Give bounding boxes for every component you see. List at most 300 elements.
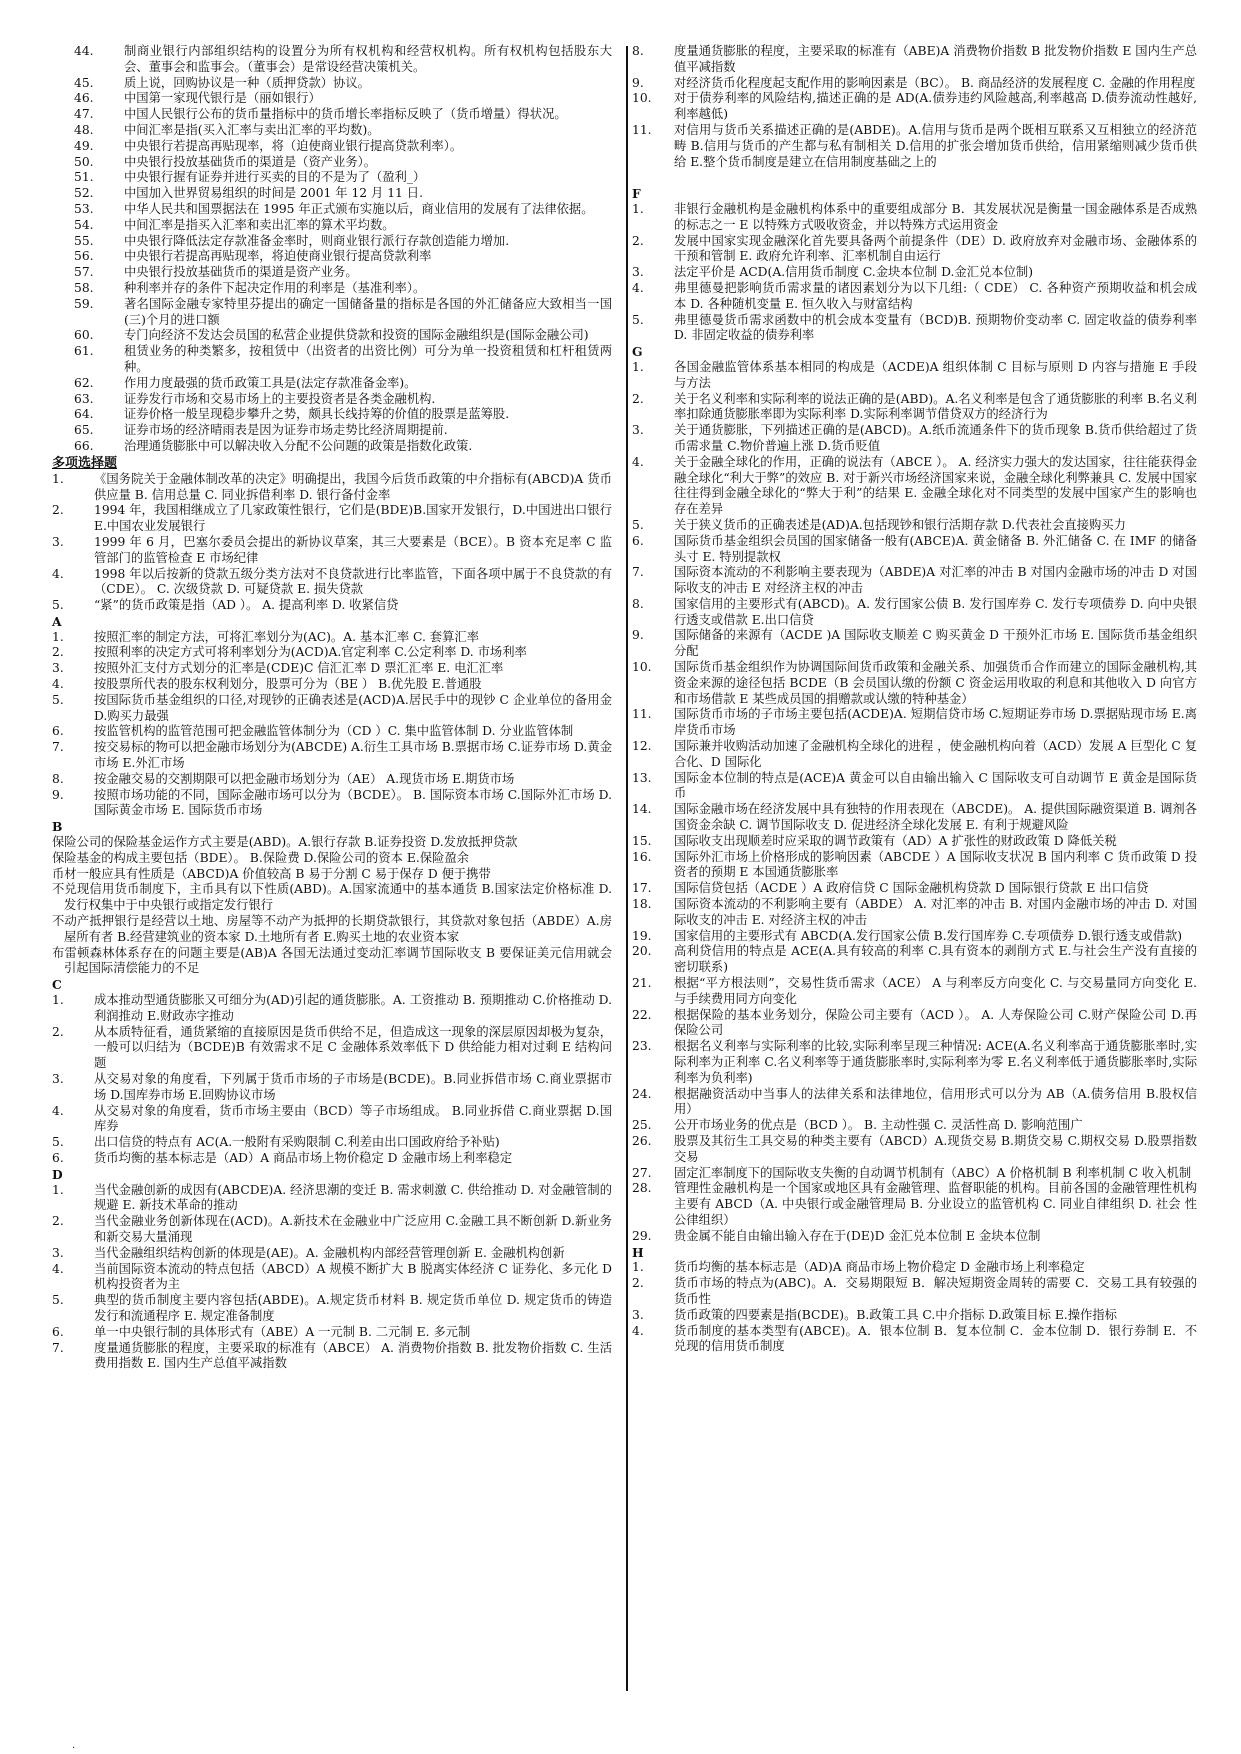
item-number: 9.	[52, 787, 64, 802]
item-number: 6.	[52, 1324, 64, 1339]
item-text: 货币制度的基本类型有(ABCE)。A．银本位制 B．复本位制 C．金本位制 D．银行券制 E．不兑现的信用货币制度	[674, 1323, 1197, 1354]
item-number: 1.	[52, 471, 64, 486]
question-item	[52, 76, 612, 92]
item-number: 22.	[632, 1007, 652, 1022]
item-number: 26.	[632, 1133, 652, 1148]
item-text: 布雷顿森林体系存在的问题主要是(AB)A 各国无法通过变动汇率调节国际收支 B 要保证美元信用就会引起国际清偿能力的不足	[52, 945, 612, 976]
question-item	[52, 740, 612, 772]
question-item	[632, 1008, 1197, 1040]
question-item	[632, 534, 1197, 566]
item-number: 16.	[632, 849, 652, 864]
question-item	[52, 503, 612, 535]
item-text: 当代金融创新的成因有(ABCDE)A. 经济思潮的变迁 B. 需求刺激 C. 供给推动 D. 对金融管制的规避 E. 新技术革命的推动	[94, 1182, 612, 1213]
column-divider	[626, 46, 628, 1691]
question-item	[52, 249, 612, 265]
question-item	[632, 881, 1197, 897]
item-text: 当代金融业务创新体现在(ACD)。A.新技术在金融业中广泛应用 C.金融工具不断创新 D.新业务和新交易大量涌现	[94, 1214, 612, 1244]
item-number: 2.	[52, 1024, 64, 1039]
item-text: 按股票所代表的股东权利划分，股票可分为（BE ） B.优先股 E.普通股	[94, 677, 482, 692]
question-item	[52, 123, 612, 139]
question-item	[632, 1324, 1197, 1356]
item-text: 保险基金的构成主要包括（BDE）。 B.保险费 D.保险公司的资本 E.保险盈余	[52, 850, 469, 865]
item-number: 53.	[74, 201, 94, 216]
item-number: 65.	[74, 423, 94, 438]
item-text: 发展中国家实现金融深化首先要具备两个前提条件（DE）D. 政府放弃对金融市场、金融体系的干预和管制 E. 政府允许利率、汇率机制自由运行	[674, 233, 1197, 264]
item-text: 按交易标的物可以把金融市场划分为(ABCDE) A.衍生工具市场 B.票据市场 C.证券市场 D.黄金市场 E.外汇市场	[94, 740, 612, 771]
item-number: 59.	[74, 296, 94, 311]
item-number: 1.	[52, 1182, 64, 1197]
question-item	[632, 455, 1197, 518]
question-item	[632, 929, 1197, 945]
item-number: 12.	[632, 739, 652, 754]
question-item	[52, 1183, 612, 1215]
item-text: 作用力度最强的货币政策工具是(法定存款准备金率)。	[124, 375, 417, 390]
item-number: 7.	[52, 740, 64, 755]
question-item	[632, 1039, 1197, 1086]
question-item	[52, 392, 612, 408]
question-item	[632, 44, 1197, 76]
item-text: 货币政策的四要素是指(BCDE)。B.政策工具 C.中介指标 D.政策目标 E.操作指标	[674, 1307, 1117, 1322]
question-item	[52, 328, 612, 344]
question-item	[52, 281, 612, 297]
item-number: 2.	[52, 645, 64, 660]
question-item	[632, 707, 1197, 739]
item-text: 当前国际资本流动的特点包括（ABCD）A 规模不断扩大 B 脱离实体经济 C 证券化、多元化 D 机构投资者为主	[94, 1261, 612, 1292]
item-number: 7.	[52, 1340, 64, 1355]
item-number: 63.	[74, 391, 94, 406]
question-item	[632, 1260, 1197, 1276]
item-number: 4.	[632, 1323, 644, 1338]
section-title: 多项选择题	[52, 455, 118, 471]
item-number: 27.	[632, 1165, 652, 1180]
item-number: 4.	[632, 280, 644, 295]
item-text: 从交易对象的角度看，货币市场主要由（BCD）等子市场组成。 B.同业拆借 C.商业票据 D.国库券	[94, 1103, 612, 1134]
question-item	[632, 1134, 1197, 1166]
item-number: 46.	[74, 91, 94, 106]
question-item	[52, 186, 612, 202]
item-number: 3.	[52, 1245, 64, 1260]
item-number: 48.	[74, 122, 94, 137]
question-item	[52, 376, 612, 392]
item-text: 根据融资活动中当事人的法律关系和法律地位，信用形式可以分为 AB（A.债务信用 B.股权信用）	[674, 1086, 1197, 1117]
question-item	[52, 44, 612, 76]
item-number: 23.	[632, 1039, 652, 1054]
item-text: 典型的货币制度主要内容包括(ABDE)。A.规定货币材料 B. 规定货币单位 D. 规定货币的铸造发行和流通程序 E. 规定准备制度	[94, 1293, 612, 1323]
question-item	[52, 772, 612, 788]
item-text: 国际兼并收购活动加速了金融机构全球化的进程 ，使金融机构向着（ACD）发展 A 巨型化 C 复合化、D 国际化	[674, 739, 1197, 769]
item-number: 2.	[632, 233, 644, 248]
item-text: 中央银行若提高再贴现率，将迫使商业银行提高贷款利率	[124, 249, 432, 264]
item-text: 《国务院关于金融体制改革的决定》明确提出，我国今后货币政策的中介指标有(ABCD)A 货币供应量 B. 信用总量 C. 同业拆借利率 D. 银行备付金率	[94, 471, 612, 502]
question-item	[52, 423, 612, 439]
item-number: 66.	[74, 438, 94, 453]
item-text: 币材一般应具有性质是（ABCD)A 价值较高 B 易于分割 C 易于保存 D 便于携带	[52, 866, 491, 881]
question-item	[632, 123, 1197, 170]
question-item	[52, 1246, 612, 1262]
item-text: 1998 年以后按新的贷款五级分类方法对不良贷款进行比率监管，下面各项中属于不良贷款的有（CDE）。 C. 次级贷款 D. 可疑贷款 E. 损失贷款	[94, 566, 612, 597]
question-item	[632, 944, 1197, 976]
question-item	[52, 297, 612, 329]
question-item	[52, 202, 612, 218]
item-number: 3.	[632, 1307, 644, 1322]
item-text: 国际金融市场在经济发展中具有独特的作用表现在（ABCDE)。 A. 提供国际融资渠道 B. 调剂各国资金余缺 C. 调节国际收支 D. 促进经济全球化发展 E. 有利于规避风险	[674, 802, 1197, 833]
item-text: 保险公司的保险基金运作方式主要是(ABD)。A.银行存款 B.证券投资 D.发放抵押贷款	[52, 835, 518, 850]
item-text: 国际外汇市场上价格形成的影响因素（ABCDE ）A 国际收支状况 B 国内利率 C 货币政策 D 投资者的预期 E 本国通货膨胀率	[674, 849, 1197, 880]
item-text: 国际资本流动的不利影响主要有（ABDE） A. 对汇率的冲击 B. 对国内金融市场的冲击 D. 对国际收支的冲击 E. 对经济主权的冲击	[674, 897, 1197, 927]
item-number: 6.	[52, 724, 64, 739]
question-item	[632, 265, 1197, 281]
item-number: 4.	[52, 566, 64, 581]
letter-heading: B	[52, 819, 63, 835]
question-item	[52, 139, 612, 155]
item-number: 10.	[632, 660, 652, 675]
item-number: 44.	[74, 44, 94, 58]
item-text: 著名国际金融专家特里芬提出的确定一国储备量的指标是各国的外汇储备应大致相当一国(三)个月的进口额	[124, 296, 612, 327]
item-number: 64.	[74, 407, 94, 422]
question-item	[52, 567, 612, 599]
question-item	[632, 234, 1197, 266]
question-item	[52, 1135, 612, 1151]
item-text: 股票及其衍生工具交易的种类主要有（ABCD）A.现货交易 B.期货交易 C.期权交易 D.股票指数交易	[674, 1133, 1197, 1164]
item-number: 8.	[632, 44, 644, 58]
item-text: 度量通货膨胀的程度，主要采取的标准有（ABCE） A. 消费物价指数 B. 批发物价指数 C. 生活费用指数 E. 国内生产总值平减指数	[94, 1340, 612, 1371]
item-number: 3.	[52, 1072, 64, 1086]
item-number: 5.	[52, 1293, 64, 1308]
question-item	[52, 1341, 612, 1373]
item-text: 中央银行降低法定存款准备金率时，则商业银行派行存款创造能力增加.	[124, 233, 510, 248]
item-text: 证券价格一般呈现稳步攀升之势，颇具长线持筹的价值的股票是蓝筹股.	[124, 407, 510, 422]
question-item	[52, 1293, 612, 1325]
item-text: 管理性金融机构是一个国家或地区具有金融管理、监督职能的机构。目前各国的金融管理性机构主要有 ABCD（A. 中央银行或金融管理局 B. 分业设立的监管机构 C. 同业自律组织 D. 社会 性公律组织）	[674, 1181, 1197, 1227]
item-text: 制商业银行内部组织结构的设置分为所有权机构和经营权机构。所有权机构包括股东大会、董事会和监事会。（董事会）是常设经营决策机关。	[124, 44, 612, 74]
question-item	[52, 645, 612, 661]
item-text: 从交易对象的角度看，下列属于货币市场的子市场是(BCDE)。B.同业拆借市场 C.商业票据市场 D.国库券市场 E.回购协议市场	[94, 1072, 612, 1102]
item-number: 3.	[52, 661, 64, 676]
item-number: 4.	[52, 1103, 64, 1118]
item-number: 14.	[632, 802, 652, 817]
item-number: 11.	[632, 122, 652, 137]
item-text: 不动产抵押银行是经营以土地、房屋等不动产为抵押的长期贷款银行，其贷款对象包括（ABDE）A.房屋所有者 B.经营建筑业的资本家 D.土地所有者 E.购买土地的农业资本家	[52, 914, 612, 944]
question-item	[52, 1072, 612, 1104]
item-text: 关于狭义货币的正确表述是(AD)A.包括现钞和银行活期存款 D.代表社会直接购买力	[674, 517, 1126, 532]
item-text: 1994 年，我国相继成立了几家政策性银行，它们是(BDE)B.国家开发银行，D.中国进出口银行 E.中国农业发展银行	[94, 503, 612, 534]
item-number: 1.	[632, 201, 644, 216]
item-number: 20.	[632, 944, 652, 959]
item-number: 4.	[52, 1261, 64, 1276]
item-text: 国际信贷包括（ACDE ）A 政府信贷 C 国际金融机构贷款 D 国际银行贷款 E 出口信贷	[674, 881, 1149, 896]
item-text: 按金融交易的交割期限可以把金融市场划分为（AE） A.现货市场 E.期货市场	[94, 771, 515, 786]
question-item	[632, 1166, 1197, 1182]
item-text: 单一中央银行制的具体形式有（ABE）A 一元制 B. 二元制 E. 多元制	[94, 1324, 471, 1339]
question-item	[52, 107, 612, 123]
letter-heading: H	[632, 1244, 644, 1260]
item-number: 61.	[74, 344, 94, 359]
item-number: 17.	[632, 881, 652, 896]
item-text: 从本质特征看，通货紧缩的直接原因是货币供给不足，但造成这一现象的深层原因却极为复杂，一般可以归结为（BCDE)B 有效需求不足 C 金融体系效率低下 D 供给能力相对过剩 E 结构问题	[94, 1024, 612, 1071]
item-text: 不兑现信用货币制度下，主币具有以下性质(ABD)。A.国家流通中的基本通货 B.国家法定价格标准 D.发行权集中于中央银行或指定发行银行	[52, 882, 612, 913]
item-text: 国际货币市场的子市场主要包括(ACDE)A. 短期信贷市场 C.短期证券市场 D.票据贴现市场 E.离岸货币市场	[674, 707, 1197, 738]
item-text: 关于金融全球化的作用，正确的说法有（ABCE ）。 A. 经济实力强大的发达国家，往往能获得金融全球化“利大于弊”的效应 B. 对于新兴市场经济国家来说，金融全球化利弊兼具 C. 发展中国家往往得到金融全球化的“弊大于利”的结果 E. 金融全球化对不同类型的发展中国家产生的影响也存在差异	[674, 454, 1197, 517]
item-text: 货币市场的特点为(ABC)。A．交易期限短 B．解决短期资金周转的需要 C．交易工具有较强的货币性	[674, 1276, 1197, 1306]
question-item	[52, 788, 612, 820]
item-text: 种利率并存的条件下起决定作用的利率是（基准利率）。	[124, 280, 426, 295]
item-text: 货币均衡的基本标志是（AD）A 商品市场上物价稳定 D 金融市场上利率稳定	[94, 1150, 513, 1165]
left-column	[52, 44, 612, 1372]
item-number: 10.	[632, 91, 652, 106]
question-item	[632, 202, 1197, 234]
item-number: 5.	[632, 312, 644, 327]
question-item	[52, 234, 612, 250]
question-item	[632, 739, 1197, 771]
item-number: 9.	[632, 628, 644, 643]
item-text: 租赁业务的种类繁多，按租赁中（出资者的出资比例）可分为单一投资租赁和杠杆租赁两种。	[124, 344, 612, 374]
question-item	[52, 661, 612, 677]
item-text: 中间汇率是指买入汇率和卖出汇率的算术平均数。	[124, 217, 395, 232]
blank-line	[632, 170, 1197, 186]
item-text: 法定平价是 ACD(A.信用货币制度 C.金块本位制 D.金汇兑本位制)	[674, 265, 1033, 280]
question-item	[632, 91, 1197, 123]
item-number: 52.	[74, 186, 94, 201]
item-text: “紧”的货币政策是指（AD ）。 A. 提高利率 D. 收紧信贷	[94, 598, 399, 613]
question-item	[632, 834, 1197, 850]
item-text: 国家信用的主要形式有(ABCD)。A. 发行国家公债 B. 发行国库券 C. 发行专项债券 D. 向中央银行透支或借款 E.出口信贷	[674, 596, 1197, 627]
question-item	[632, 1229, 1197, 1245]
item-text: 贵金属不能自由输出输入存在于(DE)D 金汇兑本位制 E 金块本位制	[674, 1228, 1041, 1243]
item-number: 5.	[632, 517, 644, 532]
item-number: 6.	[632, 533, 644, 548]
question-item	[632, 565, 1197, 597]
item-number: 47.	[74, 107, 94, 122]
item-text: 中央银行握有证券并进行买卖的目的不是为了（盈利_）	[124, 170, 426, 185]
item-text: 对信用与货币关系描述正确的是(ABDE)。A.信用与货币是两个既相互联系又互相独立的经济范畴 B.信用与货币的产生都与私有制相关 D.信用的扩张会增加货币供给，信用紧缩则减少货币供给 E.整个货币制度是建立在信用制度基础之上的	[674, 122, 1197, 169]
item-text: 中国加入世界贸易组织的时间是 2001 年 12 月 11 日.	[124, 186, 423, 201]
item-text: 国际资本流动的不利影响主要表现为（ABDE)A 对汇率的冲击 B 对国内金融市场的冲击 D 对国际收支的冲击 E 对经济主权的冲击	[674, 565, 1197, 596]
item-text: 中央银行投放基础货币的渠道是资产业务。	[124, 265, 358, 280]
question-item	[52, 407, 612, 423]
item-number: 51.	[74, 170, 94, 185]
question-item	[632, 518, 1197, 534]
question-item	[632, 423, 1197, 455]
question-item	[632, 281, 1197, 313]
item-text: 国家信用的主要形式有 ABCD(A.发行国家公债 B.发行国库券 C.专项债券 D.银行透支或借款)	[674, 928, 1183, 943]
question-item	[52, 677, 612, 693]
item-text: 证券市场的经济晴雨表是因为证券市场走势比经济周期提前.	[124, 423, 448, 438]
item-number: 2.	[52, 503, 64, 518]
question-item	[632, 660, 1197, 707]
item-number: 24.	[632, 1086, 652, 1101]
item-text: 当代金融组织结构创新的体现是(AE)。A. 金融机构内部经营管理创新 E. 金融机构创新	[94, 1245, 565, 1260]
item-number: 13.	[632, 770, 652, 785]
question-item	[52, 724, 612, 740]
item-number: 25.	[632, 1118, 652, 1133]
letter-heading: F	[632, 186, 641, 202]
item-text: 各国金融监管体系基本相同的构成是（ACDE)A 组织体制 C 目标与原则 D 内容与措施 E 手段与方法	[674, 359, 1197, 390]
question-item	[52, 265, 612, 281]
question-item	[632, 628, 1197, 660]
item-number: 19.	[632, 928, 652, 943]
item-text: 国际货币基金组织会员国的国家储备一般有(ABCE)A. 黄金储备 B. 外汇储备 C. 在 IMF 的储备头寸 E. 特别提款权	[674, 533, 1197, 564]
question-item	[632, 897, 1197, 929]
item-text: 按照利率的决定方式可将利率划分为(ACD)A.官定利率 C.公定利率 D. 市场利率	[94, 645, 527, 660]
item-number: 1.	[632, 1260, 644, 1275]
item-text: 中华人民共和国票据法在 1995 年正式颁布实施以后，商业信用的发展有了法律依据。	[124, 201, 594, 216]
item-text: 公开市场业务的优点是（BCD ）。 B. 主动性强 C. 灵活性高 D. 影响范围广	[674, 1118, 1083, 1133]
item-number: 5.	[52, 598, 64, 613]
item-number: 21.	[632, 976, 652, 991]
item-text: 货币均衡的基本标志是（AD)A 商品市场上物价稳定 D 金融市场上利率稳定	[674, 1260, 1085, 1275]
question-item	[52, 946, 612, 978]
item-text: 国际收支出现顺差时应采取的调节政策有（AD）A 扩张性的财政政策 D 降低关税	[674, 833, 1117, 848]
question-item	[52, 1214, 612, 1246]
item-text: 弗里德曼把影响货币需求量的诸因素划分为以下几组:（ CDE） C. 各种资产预期收益和机会成本 D. 各种随机变量 E. 恒久收入与财富结构	[674, 280, 1197, 311]
item-text: 国际金本位制的特点是(ACE)A 黄金可以自由输出输入 C 国际收支可自动调节 E 黄金是国际货币	[674, 770, 1197, 801]
item-number: 29.	[632, 1228, 652, 1243]
item-number: 6.	[52, 1150, 64, 1165]
question-item	[52, 91, 612, 107]
item-number: 4.	[632, 454, 644, 469]
question-item	[632, 1118, 1197, 1134]
item-number: 18.	[632, 897, 652, 912]
item-number: 56.	[74, 249, 94, 264]
question-item	[52, 344, 612, 376]
item-number: 2.	[632, 1276, 644, 1291]
question-item	[52, 851, 612, 867]
question-item	[52, 914, 612, 946]
question-item	[632, 313, 1197, 345]
item-text: 按照市场功能的不同，国际金融市场可以分为（BCDE）。 B. 国际资本市场 C.国际外汇市场 D. 国际黄金市场 E. 国际货币市场	[94, 787, 612, 818]
question-item	[632, 1276, 1197, 1308]
item-number: 1.	[52, 993, 64, 1008]
item-text: 按照汇率的制定方法，可将汇率划分为(AC)。A. 基本汇率 C. 套算汇率	[94, 629, 479, 644]
question-item	[52, 867, 612, 883]
item-number: 50.	[74, 154, 94, 169]
question-item	[52, 693, 612, 725]
question-item	[52, 218, 612, 234]
question-item	[52, 472, 612, 504]
item-text: 中央银行投放基础货币的渠道是（资产业务）。	[124, 154, 377, 169]
question-item	[52, 1325, 612, 1341]
question-item	[632, 360, 1197, 392]
item-number: 9.	[632, 75, 644, 90]
question-item	[52, 598, 612, 614]
item-number: 7.	[632, 565, 644, 580]
question-item	[52, 439, 612, 455]
question-item	[52, 1262, 612, 1294]
item-text: 根据保险的基本业务划分，保险公司主要有（ACD ）。 A. 人寿保险公司 C.财产保险公司 D.再保险公司	[674, 1007, 1197, 1038]
item-number: 62.	[74, 375, 94, 390]
question-item	[632, 76, 1197, 92]
item-text: 成本推动型通货膨胀又可细分为(AD)引起的通货膨胀。A. 工资推动 B. 预期推动 C.价格推动 D. 利润推动 E.财政赤字推动	[94, 993, 612, 1023]
item-number: 1.	[52, 629, 64, 644]
item-number: 5.	[52, 692, 64, 707]
item-number: 58.	[74, 280, 94, 295]
item-number: 60.	[74, 328, 94, 343]
question-item	[52, 1104, 612, 1136]
item-text: 对经济货币化程度起支配作用的影响因素是（BC）。 B. 商品经济的发展程度 C. 金融的作用程度	[674, 75, 1196, 90]
item-number: 54.	[74, 217, 94, 232]
item-number: 11.	[632, 707, 652, 722]
right-column	[632, 44, 1197, 1355]
question-item	[632, 1308, 1197, 1324]
question-item	[632, 392, 1197, 424]
item-text: 中央银行若提高再贴现率，将（迫使商业银行提高贷款利率）。	[124, 138, 463, 153]
footer-mark: .	[72, 1740, 76, 1751]
item-text: 治理通货膨胀中可以解决收入分配不公问题的政策是指数化政策.	[124, 438, 473, 453]
item-text: 1999 年 6 月，巴塞尔委员会提出的新协议草案，其三大要素是（BCE）。B 资本充足率 C 监管部门的监管检查 E 市场纪律	[94, 534, 612, 565]
question-item	[52, 170, 612, 186]
item-text: 按照外汇支付方式划分的汇率是(CDE)C 信汇汇率 D 票汇汇率 E. 电汇汇率	[94, 661, 504, 676]
item-text: 按监管机构的监管范围可把金融监管体制分为（CD ）C. 集中监管体制 D. 分业监管体制	[94, 724, 574, 739]
question-item	[632, 597, 1197, 629]
item-number: 15.	[632, 833, 652, 848]
item-number: 1.	[632, 359, 644, 374]
item-text: 对于债券利率的风险结构,描述正确的是 AD(A.债券违约风险越高,利率越高 D.债券流动性越好,利率越低)	[674, 91, 1197, 122]
letter-heading: C	[52, 977, 62, 993]
item-text: 非银行金融机构是金融机构体系中的重要组成部分 B．其发展状况是衡量一国金融体系是否成熟的标志之一 E 以特殊方式吸收资金，并以特殊方式运用资金	[674, 201, 1197, 232]
item-number: 28.	[632, 1181, 652, 1196]
question-item	[52, 535, 612, 567]
item-number: 4.	[52, 677, 64, 692]
item-text: 国际货币基金组织作为协调国际间货币政策和金融关系、加强货币合作而建立的国际金融机构,其资金来源的途径包括 BCDE（B 会员国认缴的份额 C 资金运用收取的利息和其他收入 D 向官方和市场借款 E 某些成员国的捐赠款或认缴的特种基金）	[674, 660, 1197, 706]
letter-heading: G	[632, 344, 643, 360]
item-text: 高利贷信用的特点是 ACE(A.具有较高的利率 C.具有资本的剥削方式 E.与社会生产没有直接的密切联系)	[674, 944, 1197, 975]
item-number: 8.	[632, 596, 644, 611]
question-item	[52, 882, 612, 914]
question-item	[52, 1151, 612, 1167]
item-number: 2.	[52, 1214, 64, 1229]
question-item	[632, 802, 1197, 834]
question-item	[632, 1181, 1197, 1228]
item-text: 证券发行市场和交易市场上的主要投资者是各类金融机构.	[124, 391, 436, 406]
question-item	[52, 630, 612, 646]
item-text: 关于名义利率和实际利率的说法正确的是(ABD)。A.名义利率是包含了通货膨胀的利率 B.名义利率扣除通货膨胀率即为实际利率 D.实际利率调节借贷双方的经济行为	[674, 391, 1197, 422]
question-item	[52, 993, 612, 1025]
item-number: 5.	[52, 1135, 64, 1150]
item-text: 专门向经济不发达会员国的私营企业提供贷款和投资的国际金融组织是(国际金融公司)	[124, 328, 589, 343]
item-number: 49.	[74, 138, 94, 153]
item-number: 3.	[632, 423, 644, 438]
question-item	[52, 155, 612, 171]
item-text: 弗里德曼货币需求函数中的机会成本变量有（BCD)B. 预期物价变动率 C. 固定收益的债券利率 D. 非固定收益的债券利率	[674, 312, 1197, 343]
question-item	[52, 1025, 612, 1072]
item-number: 45.	[74, 75, 94, 90]
item-number: 8.	[52, 771, 64, 786]
item-text: 根据名义利率与实际利率的比较,实际利率呈现三种情况: ACE(A.名义利率高于通货膨胀率时,实际利率为正利率 C.名义利率等于通货膨胀率时,实际利率为零 E.名义利率低于通货膨胀率时,实际利率为负利率)	[674, 1039, 1197, 1085]
item-number: 3.	[52, 534, 64, 549]
item-text: 中国第一家现代银行是（丽如银行）	[124, 91, 321, 106]
question-item	[632, 850, 1197, 882]
item-text: 中间汇率是指(买入汇率与卖出汇率的平均数)。	[124, 122, 380, 137]
item-text: 中国人民银行公布的货币量指标中的货币增长率指标反映了（货币增量）得状况。	[124, 107, 567, 122]
question-item	[632, 976, 1197, 1008]
item-text: 关于通货膨胀，下列描述正确的是(ABCD)。A.纸币流通条件下的货币现象 B.货币供给超过了货币需求量 C.物价普遍上涨 D.货币贬值	[674, 423, 1197, 453]
letter-heading: D	[52, 1166, 63, 1182]
item-text: 质上说，回购协议是一种（质押贷款）协议。	[124, 75, 370, 90]
item-text: 出口信贷的特点有 AC(A.一般附有采购限制 C.利差由出口国政府给予补贴)	[94, 1135, 500, 1150]
question-item	[632, 1087, 1197, 1119]
item-number: 3.	[632, 265, 644, 280]
letter-heading: A	[52, 613, 62, 629]
question-item	[632, 771, 1197, 803]
item-number: 2.	[632, 391, 644, 406]
item-text: 按国际货币基金组织的口径,对现钞的正确表述是(ACD)A.居民手中的现钞 C 企业单位的备用金 D.购买力最强	[94, 692, 612, 723]
item-number: 55.	[74, 233, 94, 248]
question-item	[52, 835, 612, 851]
item-text: 固定汇率制度下的国际收支失衡的自动调节机制有（ABC）A 价格机制 B 利率机制 C 收入机制	[674, 1165, 1192, 1180]
item-text: 国际储备的来源有（ACDE )A 国际收支顺差 C 购买黄金 D 干预外汇市场 E. 国际货币基金组织分配	[674, 628, 1197, 659]
item-number: 57.	[74, 265, 94, 280]
item-text: 度量通货膨胀的程度，主要采取的标准有（ABE)A 消费物价指数 B 批发物价指数 E 国内生产总值平减指数	[674, 44, 1197, 74]
